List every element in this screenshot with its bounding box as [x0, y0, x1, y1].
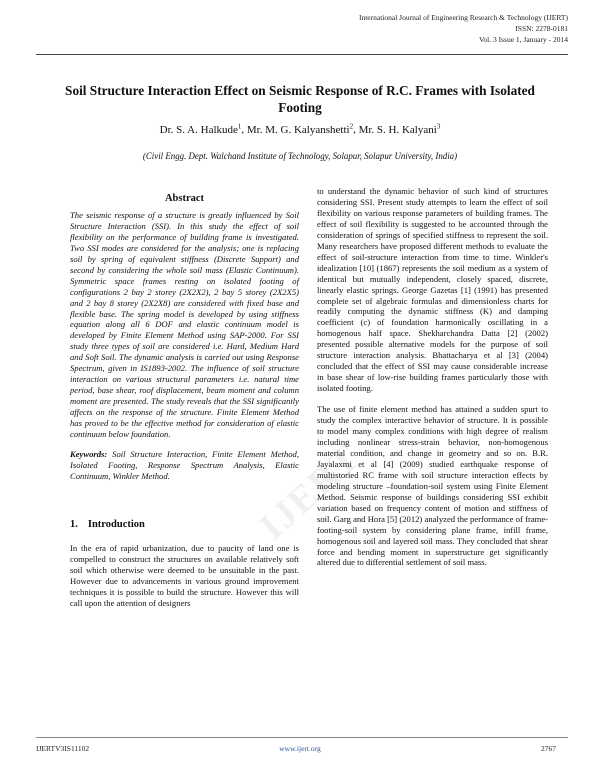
author-1: Dr. S. A. Halkude$^1$ — [159, 122, 242, 136]
author-3: Mr. S. H. Kalyani$^3$ — [358, 122, 441, 136]
abstract-heading: Abstract — [164, 193, 205, 204]
section-heading-introduction: 1. Introduction — [70, 518, 145, 530]
header-rule — [36, 54, 568, 55]
keywords: Keywords: Soil Structure Interaction, Finite Element Method, Isolated Footing, Response Spectrum Analysis, Elastic Continuum, Winkler Method. — [70, 448, 299, 481]
paper-id: IJERTV3IS11102 — [36, 744, 90, 753]
body-paragraph-1: to understand the dynamic behavior of such kind of structures considering SSI. Present study attempts to learn the effect of soil flexibility on various response parameters of building frames. The effect of soil flexibility is suggested to be accounted through the consideration of springs of specified stiffness to represent the soil. Many researchers have proposed different methods to evaluate the effect of soil-structure interaction from time to time. Winkler's idealization [10] (1867) represents the soil medium as a system of identical but mutually independent, closely spaced, discrete, linearly elastic springs. George Gazetas [1] (1991) has presented complete set of algebraic formulas and dimensionless charts for readily computing the dynamic stiffness (K) and damping coefficient (c) of foundation harmonically oscillating in a homogenous half space. Shekharchandra Datta [2] (2002) presented possible alternative models for the purpose of soil structure interaction analysis. Bhattacharya et al [3] (2004) concluded that the effect of SSI may cause considerable increase in base shear of low-rise building frames particularly those with isolated footing. — [317, 186, 548, 394]
running-header — [359, 12, 568, 45]
journal-url-link[interactable]: www.ijert.org — [279, 744, 321, 753]
body-paragraph-2: The use of finite element method has attained a sudden spurt to study the complex interactive behavior of structure. It is possible to model many complex conditions with high degree of realism including nonlinear stress-strain behavior, non-homogenous material condition, and change in geometry and so on. B.R. Jayalaxmi et al [4] (2009) studied earthquake response of multistoried RC frame with soil structure interaction effects by modeling structure –foundation-soil system using Finite Element Method. Seismic response of buildings considering SSI exhibit variation based on frequency content of motion and stiffness of soil. Garg and Hora [5] (2012) analyzed the performance of frame-footing-soil system by considering plane frame, infill frame, homogenous soil and layered soil mass. They concluded that shear force and bending moment in superstructure get significantly altered due to differential settlement of soil mass. — [317, 404, 548, 568]
watermark: IJERT — [251, 436, 370, 548]
author-list: Dr. S. A. Halkude$^1$, Mr. M. G. Kalyanshetti$^2$, Mr. S. H. Kalyani$^3$ — [159, 122, 441, 136]
journal-name: International Journal of Engineering Research & Technology (IJERT) — [358, 13, 568, 22]
page-number: 2767 — [541, 744, 556, 753]
intro-paragraph: In the era of rapid urbanization, due to paucity of land one is compelled to construct the structures on available relatively soft soil which otherwise were deemed to be unsuitable in the past. However due to advancements in various ground improvement techniques it is possible to build the structure. However this will call upon the attention of designers — [70, 542, 299, 608]
issn: ISSN: 2278-0181 — [515, 24, 568, 33]
footer-rule — [36, 737, 568, 738]
right-column — [317, 186, 548, 568]
affiliation: (Civil Engg. Dept. Walchand Institute of Technology, Solapur, Solapur University, India) — [142, 151, 458, 161]
left-column — [70, 194, 299, 609]
author-2: Mr. M. G. Kalyanshetti$^2$ — [246, 122, 354, 136]
paper-title: Soil Structure Interaction Effect on Seismic Response of R.C. Frames with Isolated Footing — [65, 83, 535, 115]
volume-issue: Vol. 3 Issue 1, January - 2014 — [478, 35, 568, 44]
abstract-text: The seismic response of a structure is greatly influenced by Soil Structure Interaction (SSI). In this study the effect of soil flexibility on the performance of building frame is investigated. Two SSI modes are considered for the analysis; one is replacing soil by spring of equivalent stiffness (Discrete Support) and second by considering the whole soil mass (Elastic Continuum). Symmetric space frames resting on isolated footing of configurations 2 bay 2 storey (2X2X2), 2 bay 5 storey (2X2X5) and 2 bay 8 storey (2X2X8) are considered with fixed base and flexible base. The spring model is developed by using stiffness equation along all 6 DOF and elastic continuum model is developed by Finite Element Method using SAP-2000. For SSI study three types of soil are considered i.e. Hard, Medium Hard and Soft Soil. The dynamic analysis is carried out using Response Spectrum, given in IS1893-2002. The influence of soil structure interaction on various structural parameters i.e. natural time period, base shear, roof displacement, beam moment and column moment are presented. The study reveals that the SSI significantly affects on the response of the structure. Finite Element Method has proved to be the effective method for consideration of elastic continuum below foundation. — [70, 209, 299, 440]
